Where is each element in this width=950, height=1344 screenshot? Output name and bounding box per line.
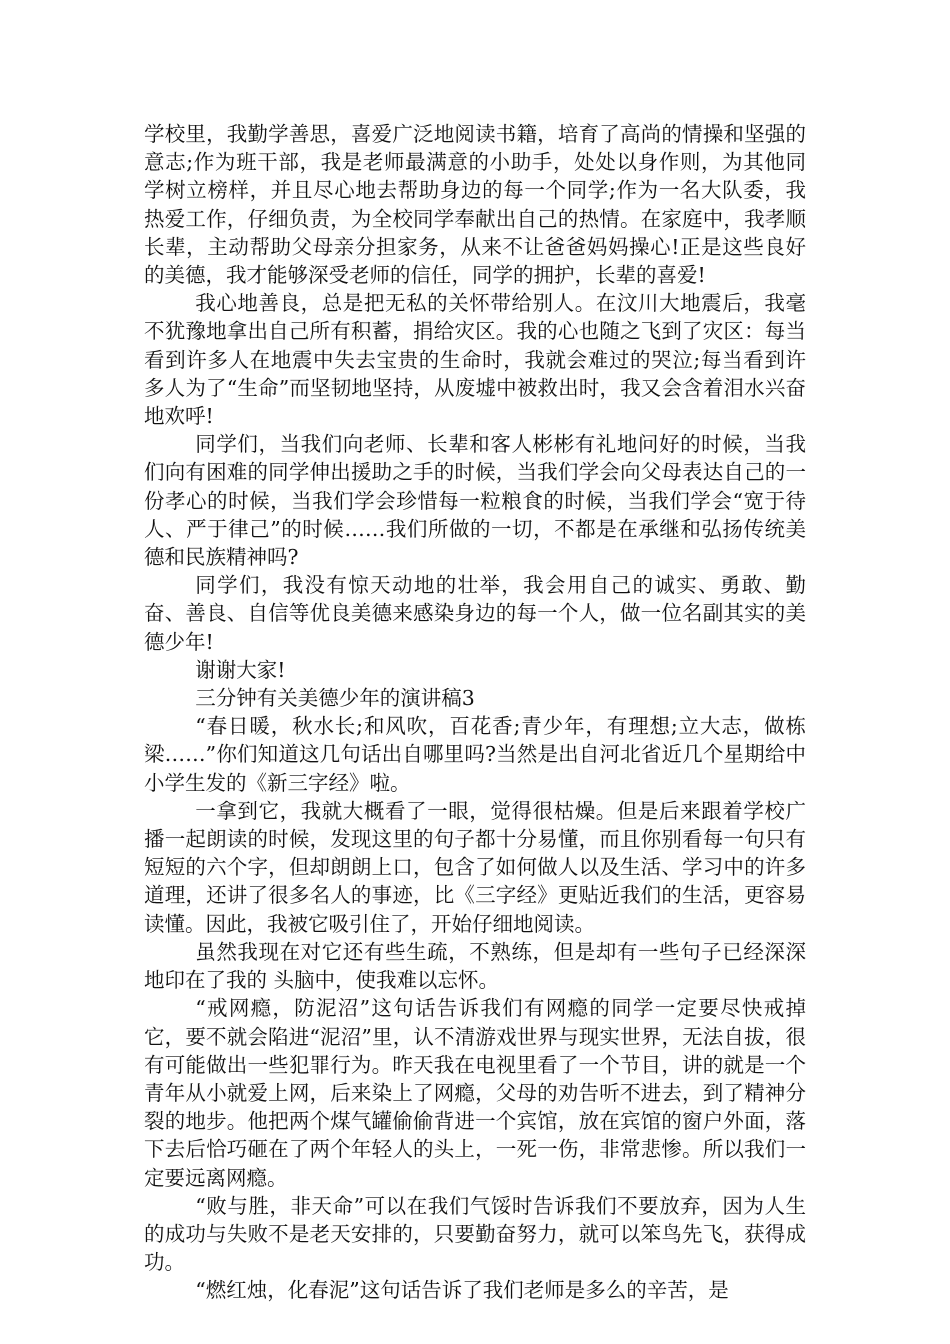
paragraph-memorable-lines: 虽然我现在对它还有些生疏，不熟练，但是却有一些句子已经深深地印在了我的 头脑中，使我难以忘怀。 (144, 939, 806, 993)
paragraph-teachers: “燃红烛，化春泥”这句话告诉了我们老师是多么的辛苦，是 (195, 1278, 729, 1303)
paragraph-internet-addiction: “戒网瘾，防泥沼”这句话告诉我们有网瘾的同学一定要尽快戒掉它，要不就会陷进“泥沼”里，认不清游戏世界与现实世界，无法自拔，很有可能做出一些犯罪行为。昨天我在电视里看了一个节目，讲的就是一个青年从小就爱上网，后来染上了网瘾，父母的劝告听不进去，到了精神分裂的地步。他把两个煤气罐偷偷背进一个宾馆，放在宾馆的窗户外面，落下去后恰巧砸在了两个年轻人的头上，一死一伤，非常悲惨。所以我们一定要远离网瘾。 (144, 996, 806, 1190)
paragraph-traditional-virtues: 同学们，当我们向老师、长辈和客人彬彬有礼地问好的时候，当我们向有困难的同学伸出援助之手的时候，当我们学会向父母表达自己的一份孝心的时候，当我们学会珍惜每一粒粮食的时候，当我们学会“宽于待人、严于律己”的时候……我们所做的一切，不都是在承继和弘扬传统美德和民族精神吗? (144, 432, 806, 570)
document-page (144, 120, 806, 1305)
paragraph-virtue-youth: 同学们，我没有惊天动地的壮举，我会用自己的诚实、勇敢、勤奋、善良、自信等优良美德来感染身边的每一个人，做一位名副其实的美德少年! (144, 573, 806, 654)
paragraph-new-three-character-classic: “春日暖，秋水长;和风吹，百花香;青少年，有理想;立大志，做栋梁……”你们知道这几句话出自哪里吗?当然是出自河北省近几个星期给中小学生发的《新三字经》啦。 (144, 714, 806, 795)
paragraph-first-reading: 一拿到它，我就大概看了一眼，觉得很枯燥。但是后来跟着学校广播一起朗读的时候，发现这里的句子都十分易懂，而且你别看每一句只有短短的六个字，但却朗朗上口，包含了如何做人以及生活、学习中的许多道理，还讲了很多名人的事迹，比《三字经》更贴近我们的生活，更容易读懂。因此，我被它吸引住了，开始仔细地阅读。 (144, 798, 806, 936)
paragraph-school-virtues: 学校里，我勤学善思，喜爱广泛地阅读书籍，培育了高尚的情操和坚强的意志;作为班干部，我是老师最满意的小助手，处处以身作则，为其他同学树立榜样，并且尽心地去帮助身边的每一个同学;作为一名大队委，我热爱工作，仔细负责，为全校同学奉献出自己的热情。在家庭中，我孝顺长辈，主动帮助父母亲分担家务，从来不让爸爸妈妈操心!正是这些良好的美德，我才能够深受老师的信任，同学的拥护，长辈的喜爱! (144, 122, 806, 288)
paragraph-thanks: 谢谢大家! (195, 657, 286, 682)
paragraph-success-failure: “败与胜，非天命”可以在我们气馁时告诉我们不要放弃，因为人生的成功与失败不是老天安排的，只要勤奋努力，就可以笨鸟先飞，获得成功。 (144, 1193, 806, 1275)
section-title: 三分钟有关美德少年的演讲稿3 (195, 686, 475, 711)
paragraph-earthquake-donation: 我心地善良，总是把无私的关怀带给别人。在汶川大地震后，我毫不犹豫地拿出自己所有积蓄，捐给灾区。我的心也随之飞到了灾区：每当看到许多人在地震中失去宝贵的生命时，我就会难过的哭泣;每当看到许多人为了“生命”而坚韧地坚持，从废墟中被救出时，我又会含着泪水兴奋地欢呼! (144, 291, 806, 429)
